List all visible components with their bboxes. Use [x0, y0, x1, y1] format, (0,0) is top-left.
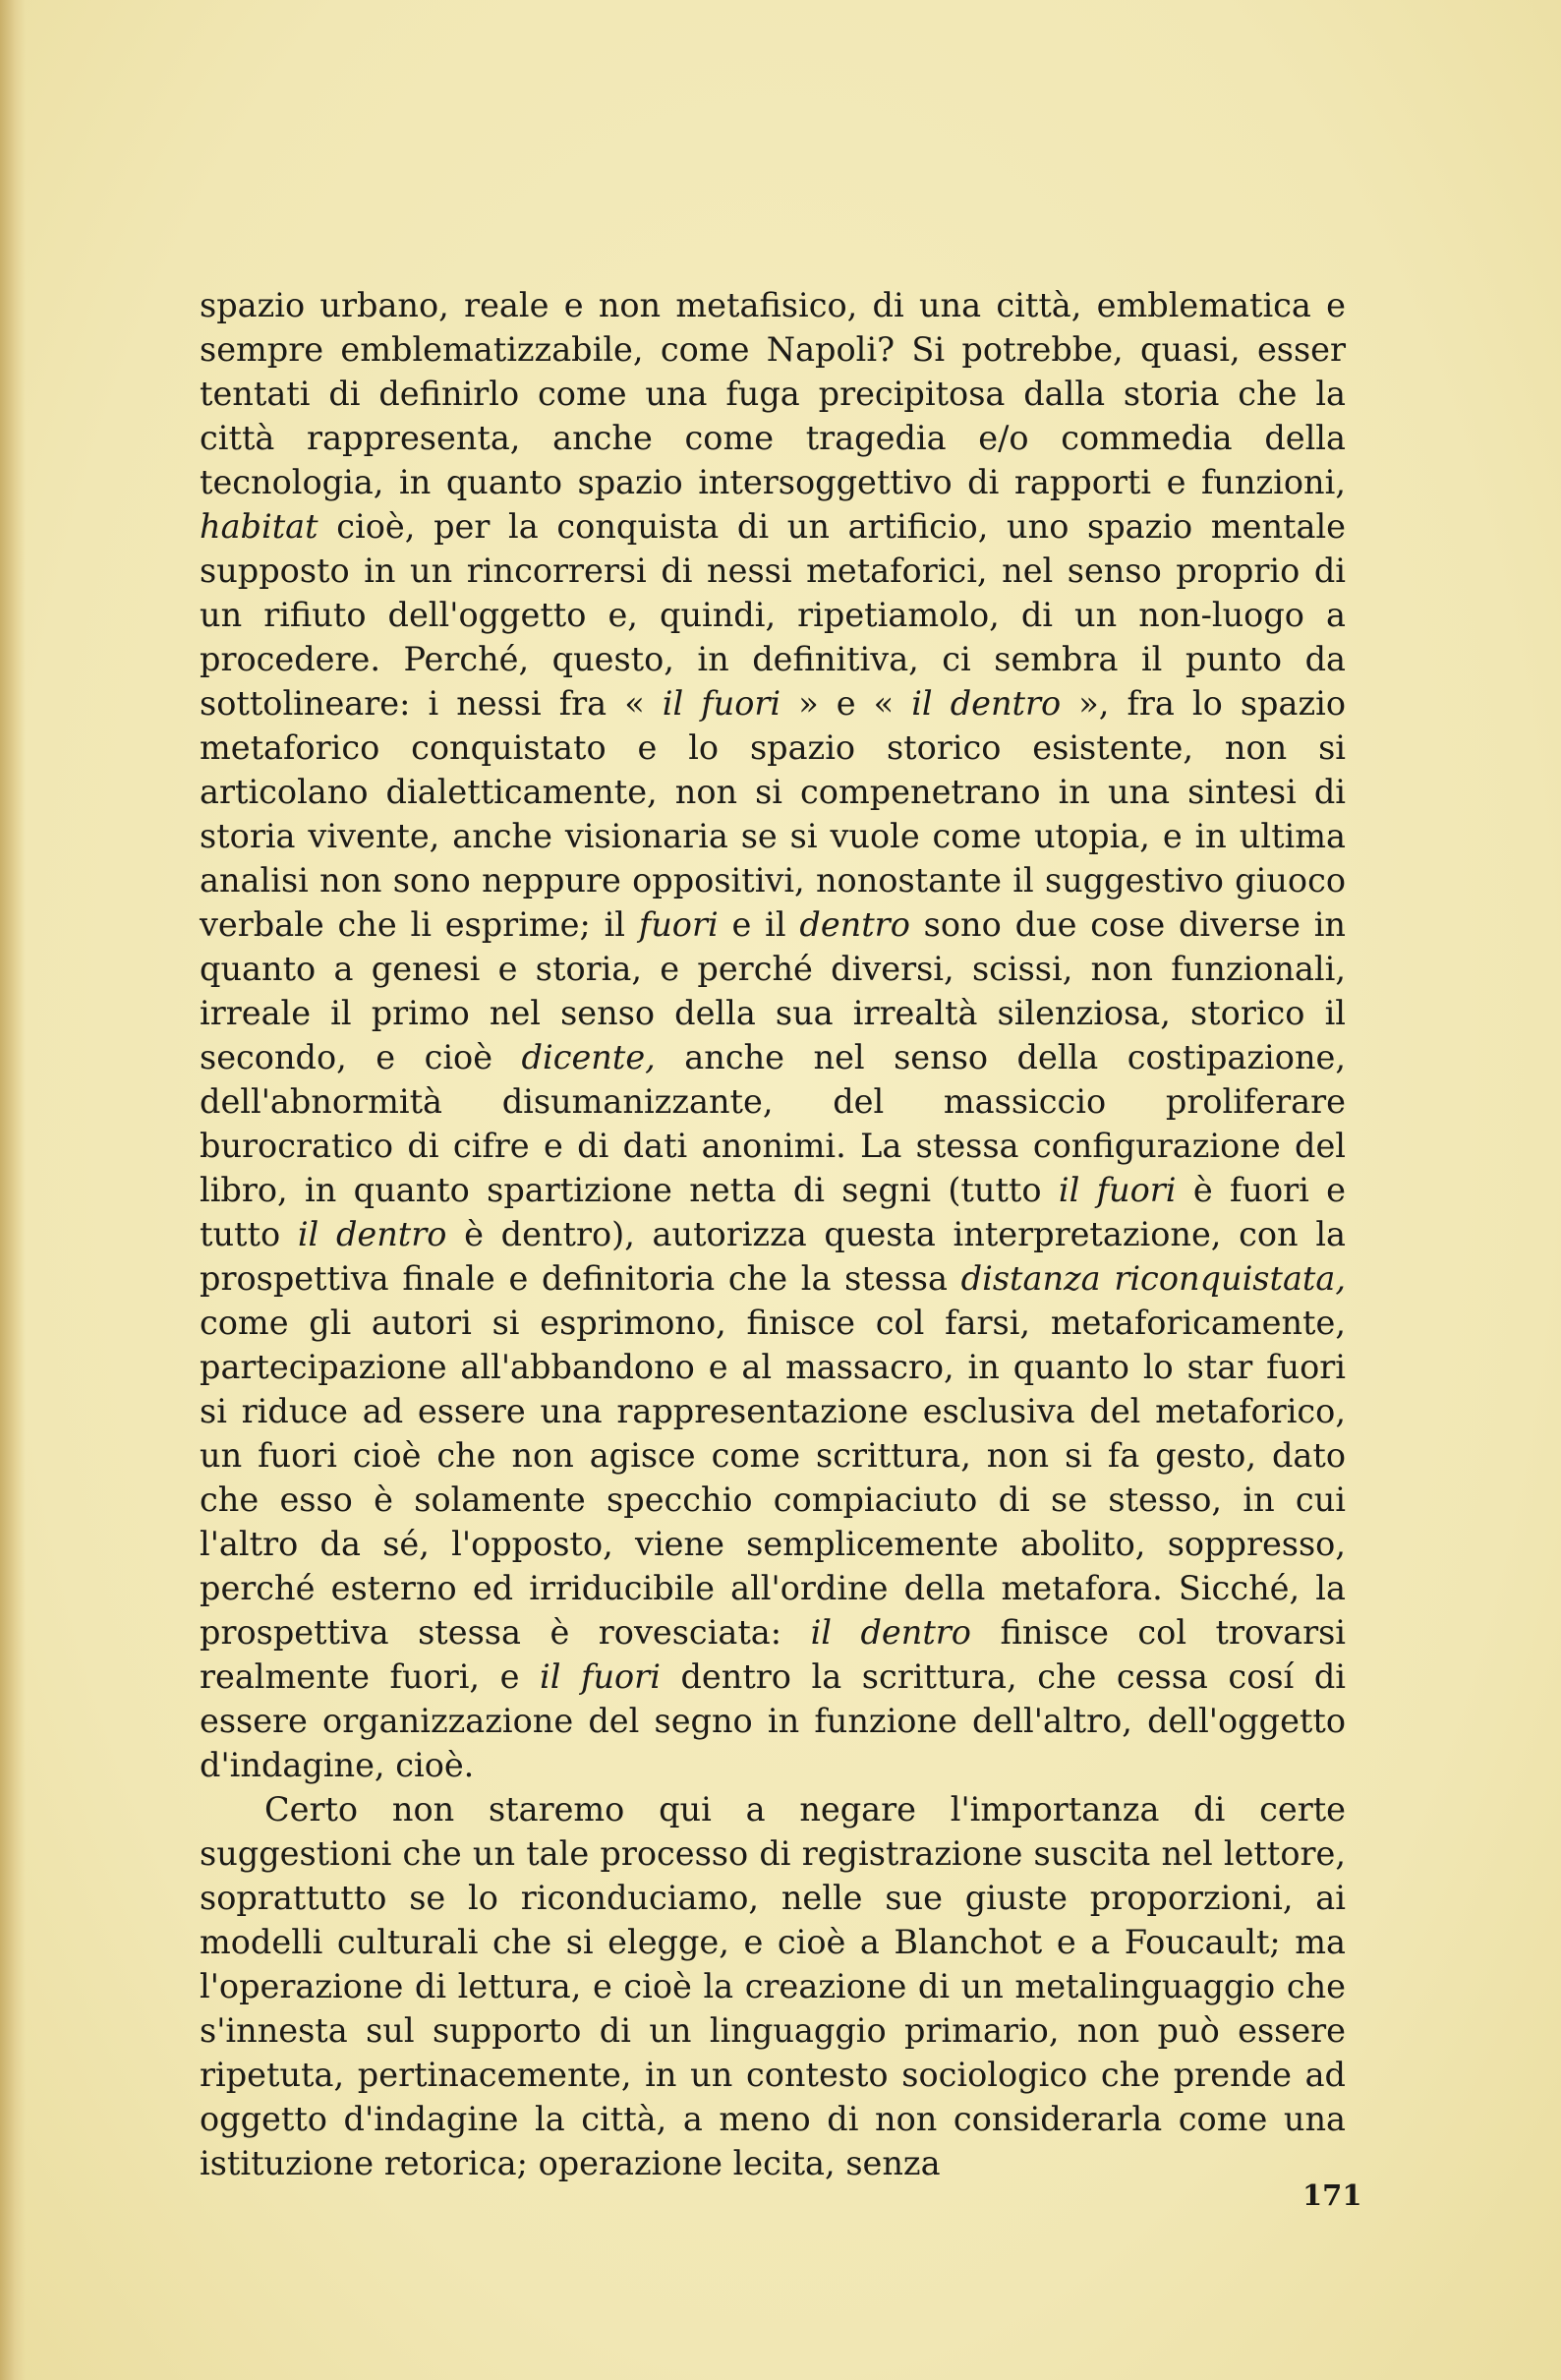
- italic-phrase: il fuori: [662, 684, 781, 723]
- italic-phrase: distanza riconquistata,: [960, 1259, 1347, 1298]
- text-run: sono due cose diverse in quanto a genesi e storia, e perché diversi, scissi, non funzionali, irreale il primo nel senso della sua irrealtà silenziosa, storico il secondo, e cioè: [200, 905, 1347, 1076]
- text-run: finisce col trovarsi realmente fuori, e: [200, 1613, 1346, 1696]
- text-run: è fuori e tutto: [200, 1171, 1346, 1253]
- italic-phrase: il dentro: [297, 1215, 447, 1253]
- text-run: è dentro), autorizza questa interpretazione, con la prospettiva finale e definitoria che la stessa: [200, 1215, 1347, 1298]
- italic-phrase: il dentro: [911, 684, 1062, 723]
- paragraph: [200, 1787, 1346, 2185]
- italic-phrase: fuori: [638, 905, 719, 944]
- text-run: dentro la scrittura, che cessa cosí di essere organizzazione del segno in funzione dell'altro, dell'oggetto d'indagine, cioè.: [200, 1657, 1346, 1784]
- text-run: spazio urbano, reale e non metafisico, di una città, emblematica e sempre emblematizzabile, come Napoli? Si potrebbe, quasi, esser tentati di definirlo come una fuga precipitosa dalla storia che la città rappresenta, anche come tragedia e/o commedia della tecnologia, in quanto spazio intersoggettivo di rapporti e funzioni,: [200, 286, 1346, 501]
- italic-phrase: il fuori: [1058, 1171, 1177, 1209]
- text-run: e il: [718, 905, 800, 944]
- italic-phrase: dentro: [799, 905, 910, 944]
- text-run: Certo non staremo qui a negare l'importanza di certe suggestioni che un tale processo di registrazione suscita nel lettore, soprattutto se lo riconduciamo, nelle sue giuste proporzioni, ai modelli culturali che si elegge, e cioè a Blanchot e a Foucault; ma l'operazione di lettura, e cioè la creazione di un metalinguaggio che s'innesta sul supporto di un linguaggio primario, non può essere ripetuta, pertinacemente, in un contesto sociologico che prende ad oggetto d'indagine la città, a meno di non considerarla come una istituzione retorica; operazione lecita, senza: [200, 1790, 1346, 2182]
- italic-phrase: dicente,: [521, 1038, 656, 1076]
- text-run: », fra lo spazio metaforico conquistato e lo spazio storico esistente, non si articolano dialetticamente, non si compenetrano in una sintesi di storia vivente, anche visionaria se si vuole come utopia, e in ultima analisi non sono neppure oppositivi, nonostante il suggestivo giuoco verbale che li esprime; il: [200, 684, 1346, 944]
- italic-phrase: il fuori: [540, 1657, 661, 1696]
- text-run: anche nel senso della costipazione, dell'abnormità disumanizzante, del massiccio proliferare burocratico di cifre e di dati anonimi. La stessa configurazione del libro, in quanto spartizione netta di segni (tutto: [200, 1038, 1346, 1209]
- italic-phrase: il dentro: [810, 1613, 971, 1652]
- body-text: [200, 283, 1346, 2185]
- italic-phrase: habitat: [200, 507, 318, 546]
- text-run: » e «: [780, 684, 912, 723]
- paragraph: [200, 283, 1346, 1787]
- page-edge-shadow: [0, 0, 26, 2380]
- text-run: cioè, per la conquista di un artificio, uno spazio mentale supposto in un rincorrersi di nessi metaforici, nel senso proprio di un rifiuto dell'oggetto e, quindi, ripetiamolo, di un non-luogo a procedere. Perché, questo, in definitiva, ci sembra il punto da sottolineare: i nessi fra «: [200, 507, 1346, 723]
- page-number: 171: [1302, 2178, 1362, 2212]
- text-run: come gli autori si esprimono, finisce col farsi, metaforicamente, partecipazione all'abbandono e al massacro, in quanto lo star fuori si riduce ad essere una rappresentazione esclusiva del metaforico, un fuori cioè che non agisce come scrittura, non si fa gesto, dato che esso è solamente specchio compiaciuto di se stesso, in cui l'altro da sé, l'opposto, viene semplicemente abolito, soppresso, perché esterno ed irriducibile all'ordine della metafora. Sicché, la prospettiva stessa è rovesciata:: [200, 1304, 1346, 1652]
